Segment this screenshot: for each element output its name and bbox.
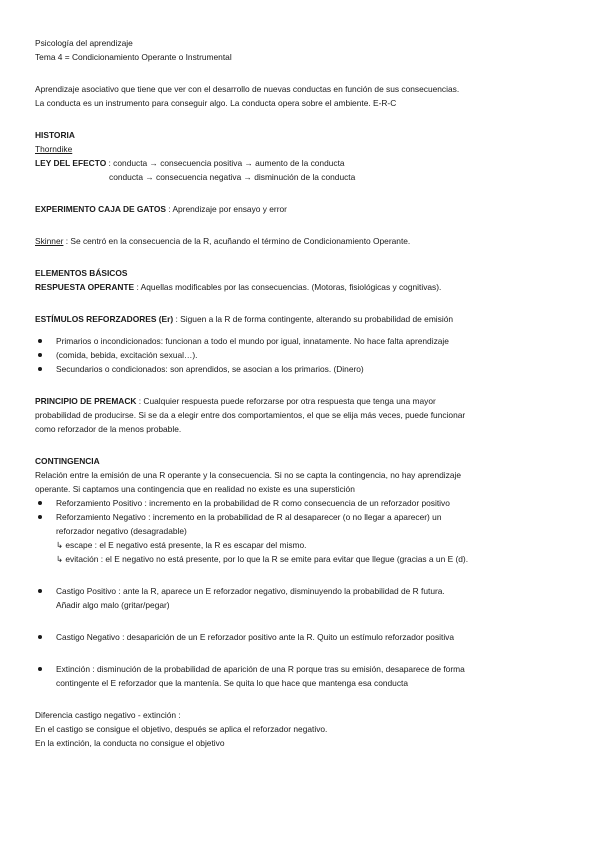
bullet-icon xyxy=(38,515,42,519)
list-item: Castigo Positivo : ante la R, aparece un E reforzador negativo, disminuyendo la probabilidad de R futura. xyxy=(35,584,565,598)
thorndike-label: Thorndike xyxy=(35,144,73,154)
extincion-list xyxy=(35,662,565,676)
bullet-icon xyxy=(38,339,42,343)
list-item: Primarios o incondicionados: funcionan a todo el mundo por igual, innatamente. No hace falta aprendizaje xyxy=(35,334,565,348)
list-item: (comida, bebida, excitación sexual…). xyxy=(35,348,565,362)
contingencia-list-1 xyxy=(35,496,565,524)
skinner-text: : Se centró en la consecuencia de la R, acuñando el término de Condicionamiento Operante. xyxy=(65,236,411,246)
ley-del-efecto-line-2: conducta → consecuencia negativa → disminución de la conducta xyxy=(109,172,356,182)
list-item: Reforzamiento Negativo : incremento en la probabilidad de R al desaparecer (o no llegar a aparecer) un xyxy=(35,510,565,524)
bullet-icon xyxy=(38,667,42,671)
castigo-positivo-list xyxy=(35,584,565,598)
contingencia-line-1: Relación entre la emisión de una R operante y la consecuencia. Si no se capta la contingencia, no hay aprendizaje xyxy=(35,470,462,480)
reforzadores-list xyxy=(35,334,565,376)
document-page xyxy=(35,36,565,750)
respuesta-text: : Aquellas modificables por las consecuencias. (Motoras, fisiológicas y cognitivas). xyxy=(136,282,442,292)
castigo-pos-line-2: Añadir algo malo (gritar/pegar) xyxy=(56,600,170,610)
respuesta-operante xyxy=(35,280,565,294)
ref-neg-line-2: reforzador negativo (desagradable) xyxy=(56,526,187,536)
intro-line-2: La conducta es un instrumento para conseguir algo. La conducta opera sobre el ambiente. E-R-C xyxy=(35,98,397,108)
experimento-caja-gatos xyxy=(35,202,565,216)
escape-line: ↳ escape : el E negativo está presente, la R es escapar del mismo. xyxy=(56,540,307,550)
castigo-negativo-list xyxy=(35,630,565,644)
intro-line-1: Aprendizaje asociativo que tiene que ver con el desarrollo de nuevas conductas en función de sus consecuencias. xyxy=(35,84,460,94)
premack-line-1: PRINCIPIO DE PREMACK : Cualquier respuesta puede reforzarse por otra respuesta que tenga una mayor xyxy=(35,396,436,406)
bullet-icon xyxy=(38,589,42,593)
historia-heading: HISTORIA xyxy=(35,130,75,140)
experimento-label: EXPERIMENTO CAJA DE GATOS xyxy=(35,204,166,214)
bullet-icon xyxy=(38,353,42,357)
evitacion-line: ↳ evitación : el E negativo no está presente, por lo que la R se emite para evitar que llegue (gracias a un E (d). xyxy=(56,554,469,564)
ley-del-efecto-line-1: : conducta → consecuencia positiva → aumento de la conducta xyxy=(108,158,345,168)
diferencia-line-2: En la extinción, la conducta no consigue el objetivo xyxy=(35,738,225,748)
diferencia-title: Diferencia castigo negativo - extinción : xyxy=(35,710,181,720)
list-item: Extinción : disminución de la probabilidad de aparición de una R porque tras su emisión, desaparece de forma xyxy=(35,662,565,676)
premack-line-2: probabilidad de producirse. Si se da a elegir entre dos comportamientos, el que se elija más veces, puede funcionar xyxy=(35,410,466,420)
estimulos-text: : Siguen a la R de forma contingente, alterando su probabilidad de emisión xyxy=(175,314,454,324)
ley-del-efecto xyxy=(35,156,565,170)
respuesta-label: RESPUESTA OPERANTE xyxy=(35,282,135,292)
subject-title: Psicología del aprendizaje xyxy=(35,38,133,48)
estimulos-reforzadores xyxy=(35,312,565,326)
list-item: Secundarios o condicionados: son aprendidos, se asocian a los primarios. (Dinero) xyxy=(35,362,565,376)
bullet-icon xyxy=(38,635,42,639)
skinner-paragraph xyxy=(35,234,565,248)
topic-title: Tema 4 = Condicionamiento Operante o Instrumental xyxy=(35,52,232,62)
skinner-label: Skinner xyxy=(35,236,64,246)
extincion-line-2: contingente el E reforzador que la mantenía. Se quita lo que hace que mantenga esa conducta xyxy=(56,678,408,688)
ley-del-efecto-label: LEY DEL EFECTO xyxy=(35,158,107,168)
diferencia-line-1: En el castigo se consigue el objetivo, después se aplica el reforzador negativo. xyxy=(35,724,328,734)
list-item: Reforzamiento Positivo : incremento en la probabilidad de R como consecuencia de un reforzador positivo xyxy=(35,496,565,510)
premack-line-3: como reforzador de la menos probable. xyxy=(35,424,182,434)
experimento-text: : Aprendizaje por ensayo y error xyxy=(168,204,287,214)
contingencia-heading: CONTINGENCIA xyxy=(35,456,100,466)
bullet-icon xyxy=(38,367,42,371)
estimulos-label: ESTÍMULOS REFORZADORES (Er) xyxy=(35,314,174,324)
premack-label: PRINCIPIO DE PREMACK xyxy=(35,396,137,406)
list-item: Castigo Negativo : desaparición de un E reforzador positivo ante la R. Quito un estímulo reforzador positiva xyxy=(35,630,565,644)
elementos-heading: ELEMENTOS BÁSICOS xyxy=(35,268,128,278)
bullet-icon xyxy=(38,501,42,505)
contingencia-line-2: operante. Si captamos una contingencia que en realidad no existe es una superstición xyxy=(35,484,355,494)
